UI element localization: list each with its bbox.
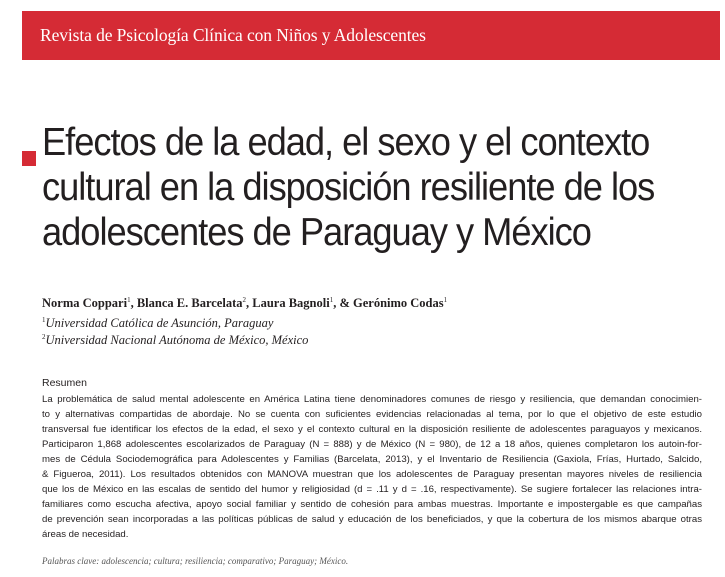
title-marker xyxy=(22,151,36,166)
author-name: Blanca E. Barcelata xyxy=(136,296,243,310)
author-affil-mark: 1 xyxy=(329,296,334,304)
abstract-line: Participaron 1,868 adolescentes escolarizados de Paraguay (N = 888) y de México (N = 980), de 12 a 18 años, quienes completaron los autoin-for- xyxy=(42,439,702,450)
affiliation-text: Universidad Nacional Autónoma de México, México xyxy=(45,333,309,347)
title-line: Efectos de la edad, el sexo y el contexto xyxy=(42,121,650,164)
author-name: Norma Coppari xyxy=(42,296,128,310)
abstract-line: de prevención sean incorporadas a las políticas públicas de salud y educación de los beneficiados, y que la cobertura de los mismos abarque otras xyxy=(42,514,702,525)
abstract-body xyxy=(42,392,702,542)
author-separator: , xyxy=(130,296,137,310)
author-separator: , & xyxy=(333,296,353,310)
affiliation xyxy=(42,333,308,348)
affiliation-text: Universidad Católica de Asunción, Paraguay xyxy=(45,316,274,330)
author-list xyxy=(42,296,447,311)
abstract-line: familiares como escucha afectiva, apoyo social familiar y sentido de cohesión para ambas muestras. Importante e impostergable es que campañas xyxy=(42,499,702,510)
author-separator: , xyxy=(246,296,253,310)
author-name: Gerónimo Codas xyxy=(353,296,444,310)
abstract-line: & Figueroa, 2011). Los resultados obtenidos con MANOVA muestran que los adolescentes de Paraguay presentan mayores niveles de resiliencia xyxy=(42,469,702,480)
abstract-line: que los de México en las escalas de sentido del humor y religiosidad (d = .11 y d = .16, respectivamente). Se sugiere fortalecer las relaciones intra- xyxy=(42,484,702,495)
keywords: Palabras clave: adolescencia; cultura; resiliencia; comparativo; Paraguay; México. xyxy=(42,556,349,566)
abstract-line: transversal fue identificar los efectos de la edad, el sexo y el contexto cultural en la disposición resiliente de adolescentes paraguayos y mexicanos. xyxy=(42,424,702,435)
article-title xyxy=(42,120,665,255)
author-affil-mark: 1 xyxy=(127,296,131,304)
abstract-line: mes de Cédula Sociodemográfica para Adolescentes y Familias (Barcelata, 2013), y el Inventario de Resiliencia (Gaxiola, Frías, Hurtado, Salcido, xyxy=(42,454,702,465)
abstract-line: to y alternativas compartidas de abordaje. No se cuenta con suficientes evidencias relacionadas al tema, por lo que el objetivo de este estudio xyxy=(42,409,702,420)
affiliation-number: 2 xyxy=(42,333,46,341)
author-name: Laura Bagnoli xyxy=(252,296,330,310)
journal-name: Revista de Psicología Clínica con Niños y Adolescentes xyxy=(40,25,426,45)
author-affil-mark: 2 xyxy=(242,296,246,304)
affiliation-number: 1 xyxy=(42,316,46,324)
author-affil-mark: 1 xyxy=(443,296,448,304)
affiliation xyxy=(42,316,273,331)
abstract-line: La problemática de salud mental adolescente en América Latina tiene denominadores comunes de riesgo y resiliencia, que demandan conocimien- xyxy=(42,394,702,405)
title-line: cultural en la disposición resiliente de los xyxy=(42,166,655,209)
abstract-line: áreas de necesidad. xyxy=(42,529,129,540)
journal-banner xyxy=(22,11,720,60)
abstract-heading: Resumen xyxy=(42,377,87,389)
title-line: adolescentes de Paraguay y México xyxy=(42,211,591,254)
